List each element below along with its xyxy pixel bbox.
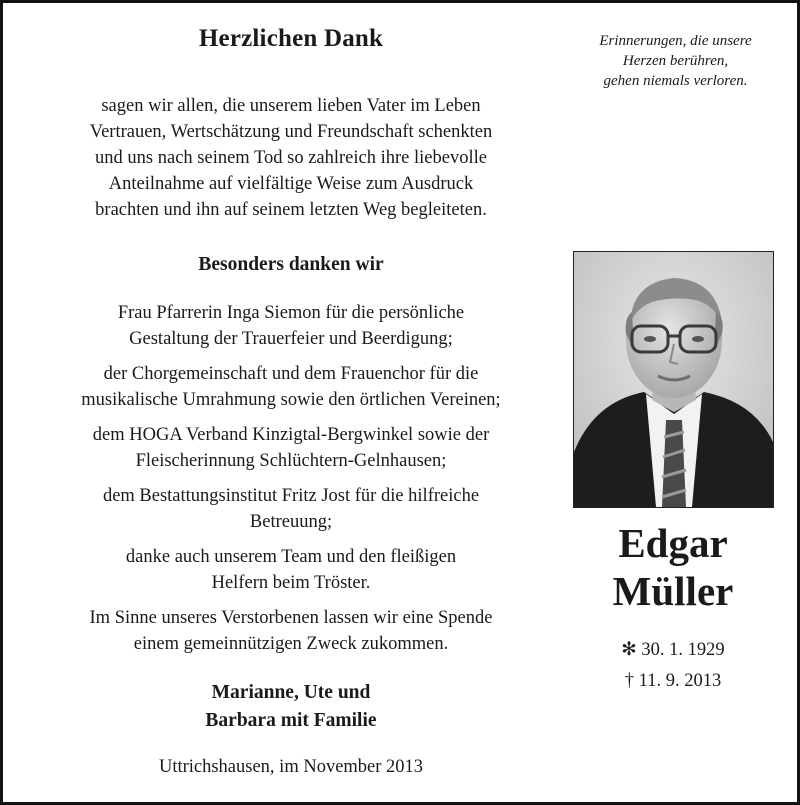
thanks-paragraph xyxy=(21,544,561,596)
subheading: Besonders danken wir xyxy=(198,254,384,275)
death-date: † 11. 9. 2013 xyxy=(624,671,722,691)
first-name: Edgar xyxy=(618,520,728,566)
thanks-column xyxy=(21,25,561,778)
intro-text xyxy=(21,93,561,223)
page-title: Herzlichen Dank xyxy=(198,25,384,52)
deceased-name xyxy=(568,519,778,615)
intro-line: Anteilnahme auf vielfältige Weise zum Ausdruck xyxy=(108,174,474,194)
thanks-line: danke auch unserem Team und den fleißigen xyxy=(125,547,457,567)
portrait-illustration xyxy=(574,252,773,507)
last-name: Müller xyxy=(612,568,734,614)
donation-paragraph xyxy=(21,605,561,657)
thanks-paragraph xyxy=(21,361,561,413)
signer-line: Marianne, Ute und xyxy=(211,682,371,703)
thanks-line: dem HOGA Verband Kinzigtal-Bergwinkel sowie der xyxy=(92,425,490,445)
quote-line: Erinnerungen, die unsere xyxy=(599,33,752,49)
thanks-line: musikalische Umrahmung sowie den örtlichen Vereinen; xyxy=(81,390,501,410)
thanks-line: Im Sinne unseres Verstorbenen lassen wir eine Spende xyxy=(89,608,493,628)
memorial-quote xyxy=(573,31,778,91)
thanks-line: Gestaltung der Trauerfeier und Beerdigung; xyxy=(129,329,453,349)
thanks-paragraph xyxy=(21,300,561,352)
signers xyxy=(21,679,561,735)
thanks-paragraph xyxy=(21,422,561,474)
thanks-line: der Chorgemeinschaft und dem Frauenchor für die xyxy=(103,364,479,384)
intro-line: brachten und ihn auf seinem letzten Weg begleiteten. xyxy=(95,200,487,220)
place-date: Uttrichshausen, im November 2013 xyxy=(158,757,424,777)
life-dates xyxy=(568,635,778,697)
quote-line: gehen niemals verloren. xyxy=(603,73,748,89)
intro-line: sagen wir allen, die unserem lieben Vater im Leben xyxy=(101,96,481,116)
intro-line: und uns nach seinem Tod so zahlreich ihre liebevolle xyxy=(95,148,487,168)
intro-line: Vertrauen, Wertschätzung und Freundschaft schenkten xyxy=(89,122,493,142)
thanks-paragraph xyxy=(21,483,561,535)
birth-date: ✻ 30. 1. 1929 xyxy=(621,640,725,660)
thanks-line: einem gemeinnützigen Zweck zukommen. xyxy=(133,634,449,654)
thanks-line: Frau Pfarrerin Inga Siemon für die persönliche xyxy=(117,303,465,323)
portrait-photo xyxy=(573,251,774,508)
thanks-line: dem Bestattungsinstitut Fritz Jost für die hilfreiche xyxy=(102,486,480,506)
signer-line: Barbara mit Familie xyxy=(205,710,377,731)
quote-line: Herzen berühren, xyxy=(622,53,729,69)
thanks-line: Helfern beim Tröster. xyxy=(211,573,371,593)
thanks-line: Fleischerinnung Schlüchtern-Gelnhausen; xyxy=(135,451,447,471)
thanks-line: Betreuung; xyxy=(249,512,333,532)
